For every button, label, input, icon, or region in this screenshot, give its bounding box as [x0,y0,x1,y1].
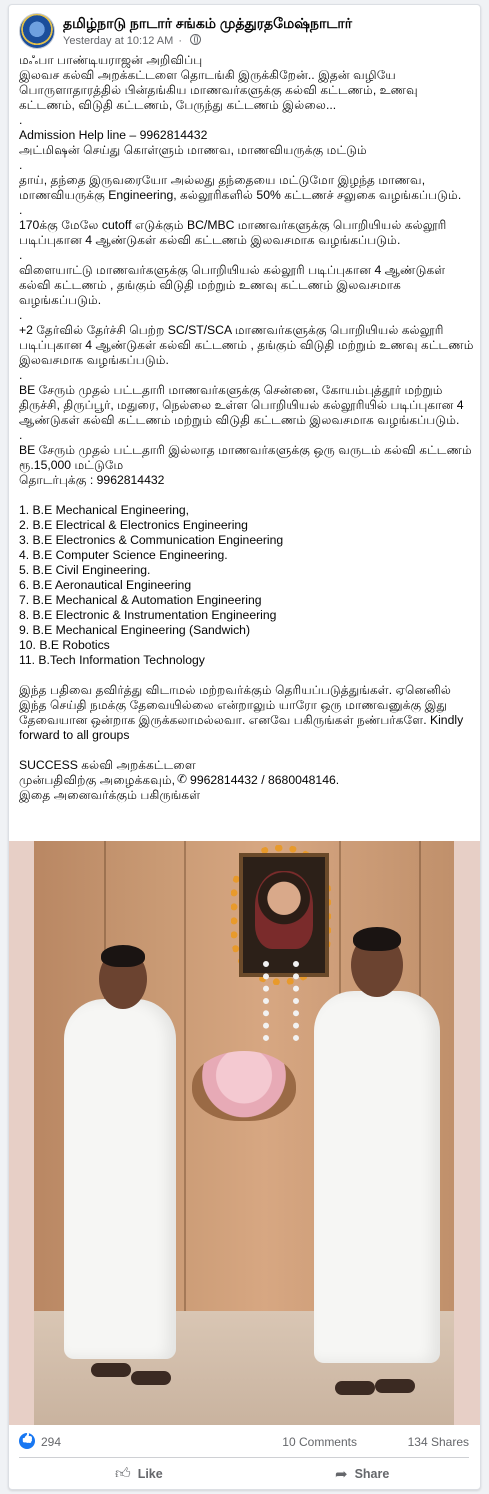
post-actions [19,1461,469,1489]
group-avatar[interactable] [19,13,55,49]
group-name[interactable]: தமிழ்நாடு நாடார் சங்கம் முத்துரதமேஷ்நாடார் [63,15,353,31]
like-button[interactable] [115,1461,163,1487]
like-reaction-icon[interactable] [19,1433,35,1449]
reaction-count[interactable]: 294 [41,1435,62,1449]
post-text [19,53,477,803]
course-item: 10. B.E Robotics [19,638,110,652]
post-line: விளையாட்டு மாணவர்களுக்கு பொறியியல் கல்லூரி படிப்புகான 4 ஆண்டுகள் கல்வி கட்டணம் , தங்கும் விடுதி மற்றும் உணவு கட்டணம் இலவசமாக வழங்கப்படும். [19,263,449,307]
person-left-shoe [91,1363,131,1377]
post-photo[interactable] [9,841,480,1425]
share-count[interactable]: 134 Shares [407,1435,469,1449]
share-note: இதை அனைவர்க்கும் பகிருங்கள் [19,788,201,802]
post-line: இலவச கல்வி அறக்கட்டளை தொடங்கி இருக்கிறேன்.. இதன் வழியே பொருளாதாரத்தில் பின்தங்கிய மாணவர்களுக்கு கல்வி கட்டணம், உணவு கட்டணம், விடுதி கட்டணம், பேருந்து கட்டணம் இல்லை... [19,68,422,112]
contact-numbers: 9962814432 / 8680048146. [190,773,340,787]
course-item: 2. B.E Electrical & Electronics Engineering [19,518,248,532]
flower-basket [192,1051,296,1121]
course-item: 11. B.Tech Information Technology [19,653,205,667]
spacer [19,668,474,683]
meta-separator: · [178,35,183,47]
post-card [8,4,481,1490]
post-line: அட்மிஷன் செய்து கொள்ளும் மாணவ, மாணவியருக்கு மட்டும் [19,143,367,157]
post-line: . [19,203,23,217]
course-item: 3. B.E Electronics & Communication Engineering [19,533,284,547]
actions-divider [19,1457,469,1458]
garland-strand [263,961,299,1041]
share-button[interactable] [335,1461,389,1487]
course-item: 8. B.E Electronic & Instrumentation Engineering [19,608,277,622]
course-item: 4. B.E Computer Science Engineering. [19,548,228,562]
comment-count[interactable]: 10 Comments [282,1435,357,1449]
post-line: BE சேரும் முதல் பட்டதாரி மாணவர்களுக்கு சென்னை, கோயம்புத்தூர் மற்றும் திருச்சி, திருப்பூர், மதுரை, நெல்லை உள்ள பொறியியல் கல்லூரியில் படிப்புகான 4 ஆண்டுகள் கல்வி கட்டணம் மற்றும் விடுதி கட்டணம் இலவசமாக வழங்கப்படும். [19,383,467,427]
contact-line [19,773,474,788]
post-line: தாய், தந்தை இருவரையோ அல்லது தந்தையை மட்டுமோ இழந்த மாணவ, மாணவியருக்கு Engineering, கல்லூரிகளில் 50% கட்டணச் சலுகை வழங்கப்படும். [19,173,462,202]
share-arrow-icon: ➦ [335,1466,348,1483]
post-line: . [19,248,23,262]
post-line: Admission Help line – 9962814432 [19,128,208,142]
person-right-hair [353,927,401,951]
post-timestamp[interactable]: Yesterday at 10:12 AM [63,35,174,47]
course-item: 6. B.E Aeronautical Engineering [19,578,192,592]
post-line: தொடர்புக்கு : 9962814432 [19,473,165,487]
post-line: 170க்கு மேலே cutoff எடுக்கும் BC/MBC மாணவர்களுக்கு பொறியியல் கல்லூரி படிப்புகான 4 ஆண்டுகள் கல்வி கட்டணம் இலவசமாக வழங்கப்படும். [19,218,450,247]
course-item: 1. B.E Mechanical Engineering, [19,503,190,517]
globe-icon [190,34,201,45]
post-meta [63,34,201,47]
post-line: . [19,308,23,322]
post-line: +2 தேர்வில் தேர்ச்சி பெற்ற SC/ST/SCA மாணவர்களுக்கு பொறியியல் கல்லூரி படிப்புகான 4 ஆண்டுகள் கல்வி கட்டணம் , தங்கும் விடுதி மற்றும் உணவு கட்டணம் இலவசமாக வழங்கப்படும். [19,323,477,367]
post-line: BE சேரும் முதல் பட்டதாரி இல்லாத மாணவர்களுக்கு ஒரு வருடம் கல்வி கட்டணம் ரூ.15,000 மட்டுமே [19,443,476,472]
person-left [64,999,176,1359]
post-line: . [19,428,23,442]
course-item: 9. B.E Mechanical Engineering (Sandwich) [19,623,251,637]
spacer [19,488,474,503]
phone-icon [177,775,187,785]
spacer [19,743,474,758]
course-item: 7. B.E Mechanical & Automation Engineering [19,593,262,607]
post-header [19,13,469,49]
person-right [314,991,440,1363]
person-left-hair [101,945,145,967]
post-line: . [19,368,23,382]
post-stats [19,1433,469,1451]
closing-text: இந்த பதிவை தவிர்த்து விடாமல் மற்றவர்க்கும் தெரியப்படுத்துங்கள். ஏனெனில் இந்த செய்தி நமக்கு தேவையில்லை என்றாலும் யாரோ ஒரு மாணவனுக்கு இது தேவையான ஒன்றாக இருக்கலாமல்லவா. எனவே பகிருங்கள் நண்பர்களே. Kindly forward to all groups [19,683,467,742]
person-right-shoe [335,1381,375,1395]
like-label: Like [137,1467,163,1481]
person-left-shoe [131,1371,171,1385]
contact-prefix: முன்பதிவிற்கு அழைக்கவும், [19,773,176,787]
trust-name: SUCCESS கல்வி அறக்கட்டளை [19,758,196,772]
thumbs-up-icon: 👍︎ [115,1465,131,1482]
share-label: Share [354,1467,390,1481]
post-line: . [19,158,23,172]
post-line: மஃபா பாண்டியராஜன் அறிவிப்பு [19,53,203,67]
portrait-frame [239,853,329,977]
course-item: 5. B.E Civil Engineering. [19,563,151,577]
portrait-image [255,871,313,949]
person-right-shoe [375,1379,415,1393]
post-line: . [19,113,23,127]
